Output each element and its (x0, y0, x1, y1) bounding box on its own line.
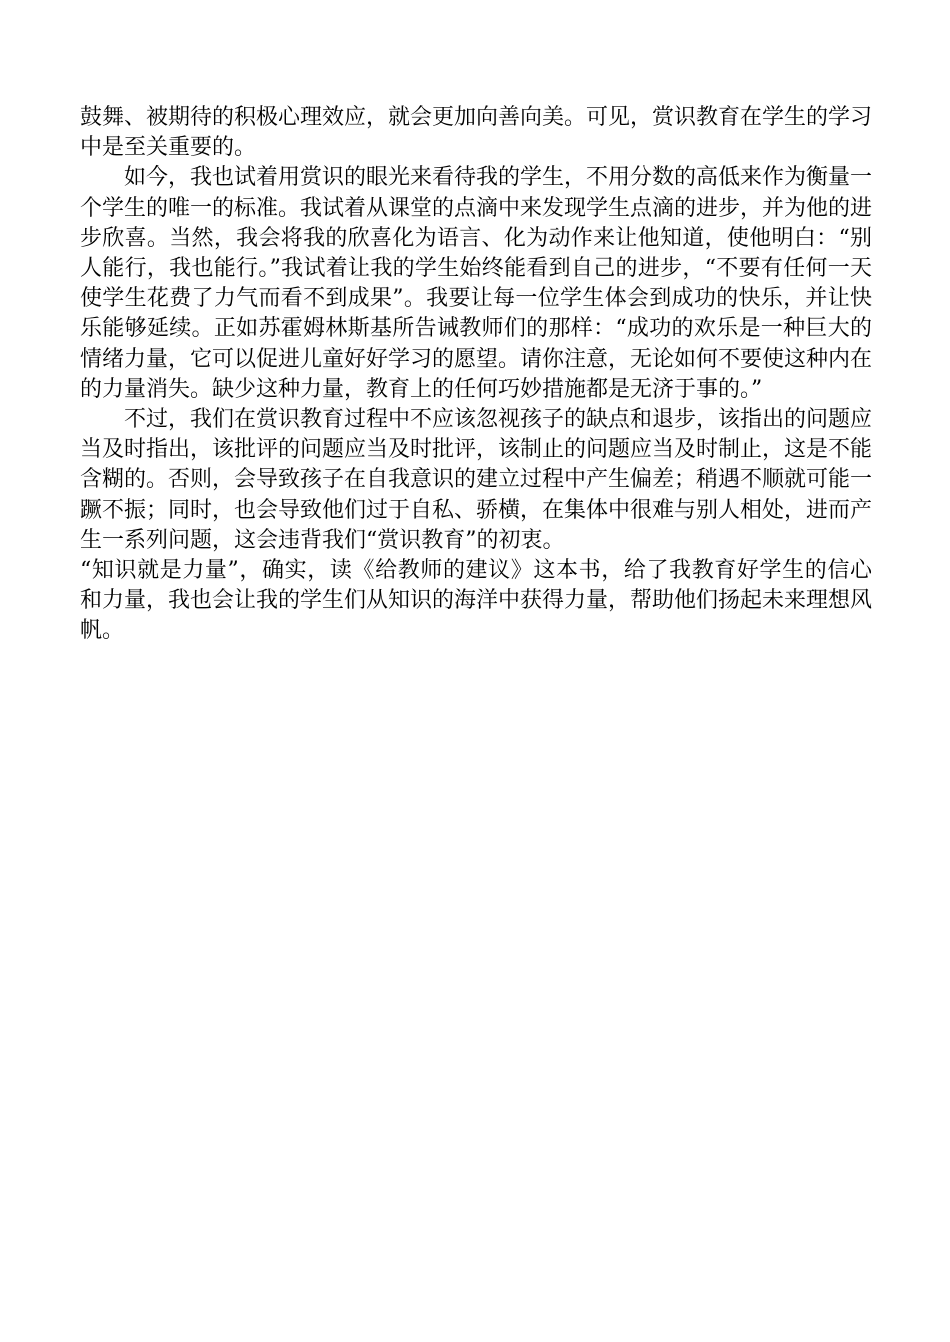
document-body (80, 103, 872, 647)
paragraph-continuation: 鼓舞、被期待的积极心理效应，就会更加向善向美。可见，赏识教育在学生的学习中是至关重要的。 (80, 105, 873, 161)
paragraph-shortcomings: 不过，我们在赏识教育过程中不应该忽视孩子的缺点和退步，该指出的问题应当及时指出，该批评的问题应当及时批评，该制止的问题应当及时制止，这是不能含糊的。否则，会导致孩子在自我意识的建立过程中产生偏差；稍遇不顺就可能一蹶不振；同时，也会导致他们过于自私、骄横，在集体中很难与别人相处，进而产生一系列问题，这会违背我们“赏识教育”的初衷。 (80, 407, 873, 553)
paragraph-appreciation-practice: 如今，我也试着用赏识的眼光来看待我的学生，不用分数的高低来作为衡量一个学生的唯一的标准。我试着从课堂的点滴中来发现学生点滴的进步，并为他的进步欣喜。当然，我会将我的欣喜化为语言、化为动作来让他知道，使他明白：“别人能行，我也能行。”我试着让我的学生始终能看到自己的进步，“不要有任何一天使学生花费了力气而看不到成果”。我要让每一位学生体会到成功的快乐，并让快乐能够延续。正如苏霍姆林斯基所告诫教师们的那样：“成功的欢乐是一种巨大的情绪力量，它可以促进儿童好好学习的愿望。请你注意，无论如何不要使这种内在的力量消失。缺少这种力量，教育上的任何巧妙措施都是无济于事的。” (80, 165, 873, 402)
paragraph-conclusion: “知识就是力量”，确实，读《给教师的建议》这本书，给了我教育好学生的信心和力量，我也会让我的学生们从知识的海洋中获得力量，帮助他们扬起未来理想风帆。 (80, 558, 873, 644)
